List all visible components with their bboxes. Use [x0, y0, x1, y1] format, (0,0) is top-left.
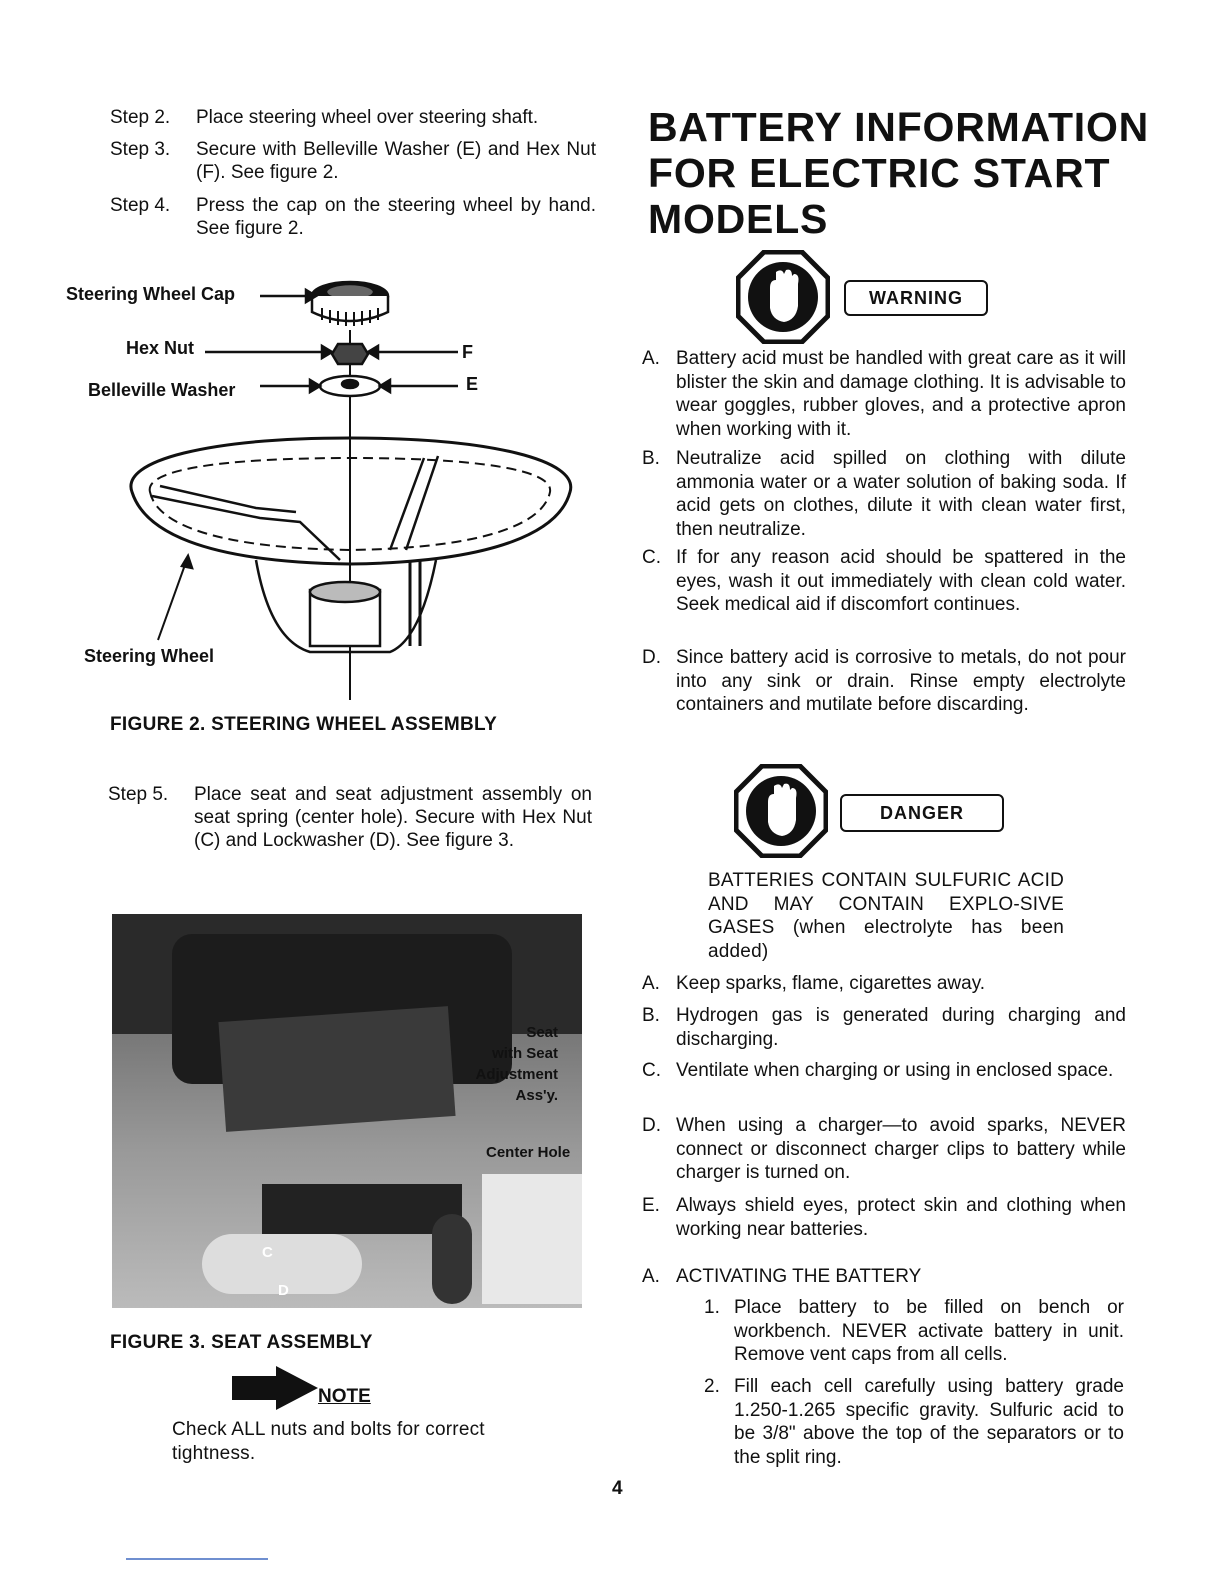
figure-2-caption: FIGURE 2. STEERING WHEEL ASSEMBLY [110, 714, 498, 735]
warning-item-b: B. Neutralize acid spilled on clothing with dilute ammonia water or a water solution of baking soda. If acid gets on clothes, dilute it with clean water first, then neutralize. [642, 448, 1126, 540]
label-f: F [462, 342, 473, 362]
center-hole-label: Center Hole [486, 1144, 571, 1161]
adjustment-plate-shape [218, 1006, 455, 1132]
seat-assembly-photo [112, 914, 582, 1308]
danger-badge: DANGER [840, 794, 1004, 832]
danger-item-a: A. Keep sparks, flame, cigarettes away. [642, 973, 986, 994]
danger-hand-icon [734, 764, 828, 858]
danger-item-e: E. Always shield eyes, protect skin and clothing when working near batteries. [642, 1195, 1126, 1240]
label-d: D [278, 1282, 289, 1299]
warning-badge: WARNING [844, 280, 988, 316]
note-arrow-icon [232, 1366, 318, 1410]
step-3: Step 3. Secure with Belleville Washer (E) and Hex Nut (F). See figure 2. [110, 139, 596, 183]
activating-step-2: 2. Fill each cell carefully using battery grade 1.250-1.265 specific gravity. Sulfuric acid to be 3/8" above the top of the separators or to the split ring. [704, 1376, 1124, 1468]
danger-item-b: B. Hydrogen gas is generated during charging and discharging. [642, 1005, 1126, 1050]
label-e: E [466, 374, 479, 394]
figure-3-caption: FIGURE 3. SEAT ASSEMBLY [110, 1332, 373, 1353]
note-text: Check ALL nuts and bolts for correct tightness. [172, 1419, 485, 1464]
step-5: Step 5. Place seat and seat adjustment assembly on seat spring (center hole). Secure with Hex Nut (C) and Lockwasher (D). See figure 3. [108, 784, 592, 851]
activating-step-1: 1. Place battery to be filled on bench or workbench. NEVER activate battery in unit. Remove vent caps from all cells. [704, 1297, 1124, 1366]
seat-label: Seat with Seat Adjustment Ass'y. [475, 1024, 558, 1104]
label-steering-wheel: Steering Wheel [84, 646, 215, 666]
page-number: 4 [612, 1478, 623, 1499]
warning-item-a: A. Battery acid must be handled with great care as it will blister the skin and damage clothing. It is advisable to wear goggles, rubber gloves, and a protective apron when working with it. [642, 348, 1126, 440]
label-c: C [262, 1244, 273, 1261]
note-heading: NOTE [318, 1386, 371, 1407]
label-belleville-washer: Belleville Washer [88, 380, 236, 400]
scan-edge-line [126, 1558, 268, 1560]
step-2: Step 2. Place steering wheel over steering shaft. [110, 107, 539, 128]
seat-spring-shape [262, 1184, 462, 1234]
bracket-shape [432, 1214, 472, 1304]
activating-heading: A. ACTIVATING THE BATTERY [642, 1266, 922, 1287]
warning-item-c: C. If for any reason acid should be spattered in the eyes, wash it out immediately with clean cold water. Seek medical aid if discomfort continues. [642, 547, 1126, 616]
warning-item-d: D. Since battery acid is corrosive to metals, do not pour into any sink or drain. Rinse empty electrolyte containers and mutilate before discarding. [642, 647, 1126, 716]
danger-item-c: C. Ventilate when charging or using in enclosed space. [642, 1060, 1114, 1081]
danger-text: BATTERIES CONTAIN SULFURIC ACID AND MAY CONTAIN EXPLO-SIVE GASES (when electrolyte has been added) [708, 870, 1064, 962]
page-title: BATTERY INFORMATION FOR ELECTRIC START MODELS [648, 104, 1150, 242]
danger-item-d: D. When using a charger—to avoid sparks, NEVER connect or disconnect charger clips to battery while charger is turned on. [642, 1115, 1126, 1184]
label-steering-wheel-cap: Steering Wheel Cap [66, 284, 236, 304]
label-hex-nut: Hex Nut [126, 338, 195, 358]
step-4: Step 4. Press the cap on the steering wheel by hand. See figure 2. [110, 195, 596, 239]
warning-hand-icon [736, 250, 830, 344]
console-shape [482, 1174, 582, 1304]
